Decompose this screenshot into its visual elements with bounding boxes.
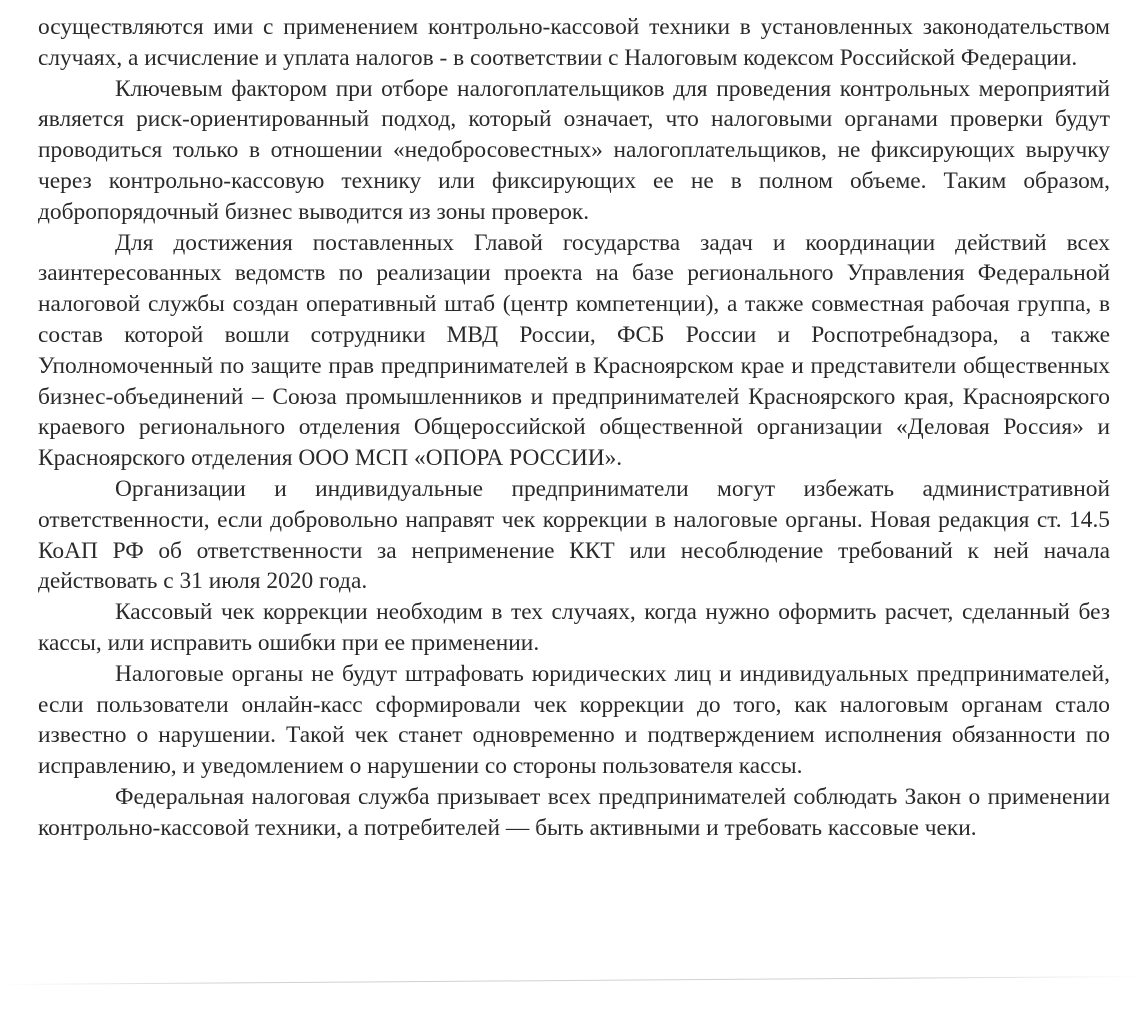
paragraph-no-fines: Налоговые органы не будут штрафовать юридических лиц и индивидуальных предпринимателей, если пользователи онлайн-касс сформировали чек коррекции до того, как налоговым органам стало известно о нарушении. Такой чек станет одновременно и подтверждением исполнения обязанности по исправлению, и уведомлением о нарушении со стороны пользователя кассы. [38, 660, 1110, 780]
paragraph-operational-headquarters: Для достижения поставленных Главой государства задач и координации действий всех заинтересованных ведомств по реализации проекта на базе регионального Управления Федеральной налоговой службы создан оперативный штаб (центр компетенции), а также совместная рабочая группа, в состав которой вошли сотрудники МВД России, ФСБ России и Роспотребнадзора, а также Уполномоченный по защите прав предпринимателей в Красноярском крае и представители общественных бизнес-объединений – Союза промышленников и предпринимателей Красноярского края, Красноярского краевого регионального отделения Общероссийской общественной организации «Деловая Россия» и Красноярского отделения ООО МСП «ОПОРА РОССИИ». [38, 229, 1110, 472]
paragraph-risk-oriented-approach: Ключевым фактором при отборе налогоплательщиков для проведения контрольных мероприятий является риск-ориентированный подход, который означает, что налоговыми органами проверки будут проводиться только в отношении «недобросовестных» налогоплательщиков, не фиксирующих выручку через контрольно-кассовую технику или фиксирующих ее не в полном объеме. Таким образом, добропорядочный бизнес выводится из зоны проверок. [38, 75, 1110, 225]
document-page [38, 12, 1110, 844]
scan-fold-line [0, 976, 1142, 985]
paragraph-continuation: осуществляются ими с применением контрольно-кассовой техники в установленных законодательством случаях, а исчисление и уплата налогов - в соответствии с Налоговым кодексом Российской Федерации. [38, 14, 1110, 71]
paragraph-administrative-liability: Организации и индивидуальные предприниматели могут избежать административной ответственности, если добровольно направят чек коррекции в налоговые органы. Новая редакция ст. 14.5 КоАП РФ об ответственности за неприменение ККТ или несоблюдение требований к ней начала действовать с 31 июля 2020 года. [38, 475, 1110, 595]
paragraph-correction-receipt: Кассовый чек коррекции необходим в тех случаях, когда нужно оформить расчет, сделанный без кассы, или исправить ошибки при ее применении. [38, 599, 1110, 656]
paragraph-call-to-action: Федеральная налоговая служба призывает всех предпринимателей соблюдать Закон о применении контрольно-кассовой техники, а потребителей — быть активными и требовать кассовые чеки. [38, 783, 1110, 841]
